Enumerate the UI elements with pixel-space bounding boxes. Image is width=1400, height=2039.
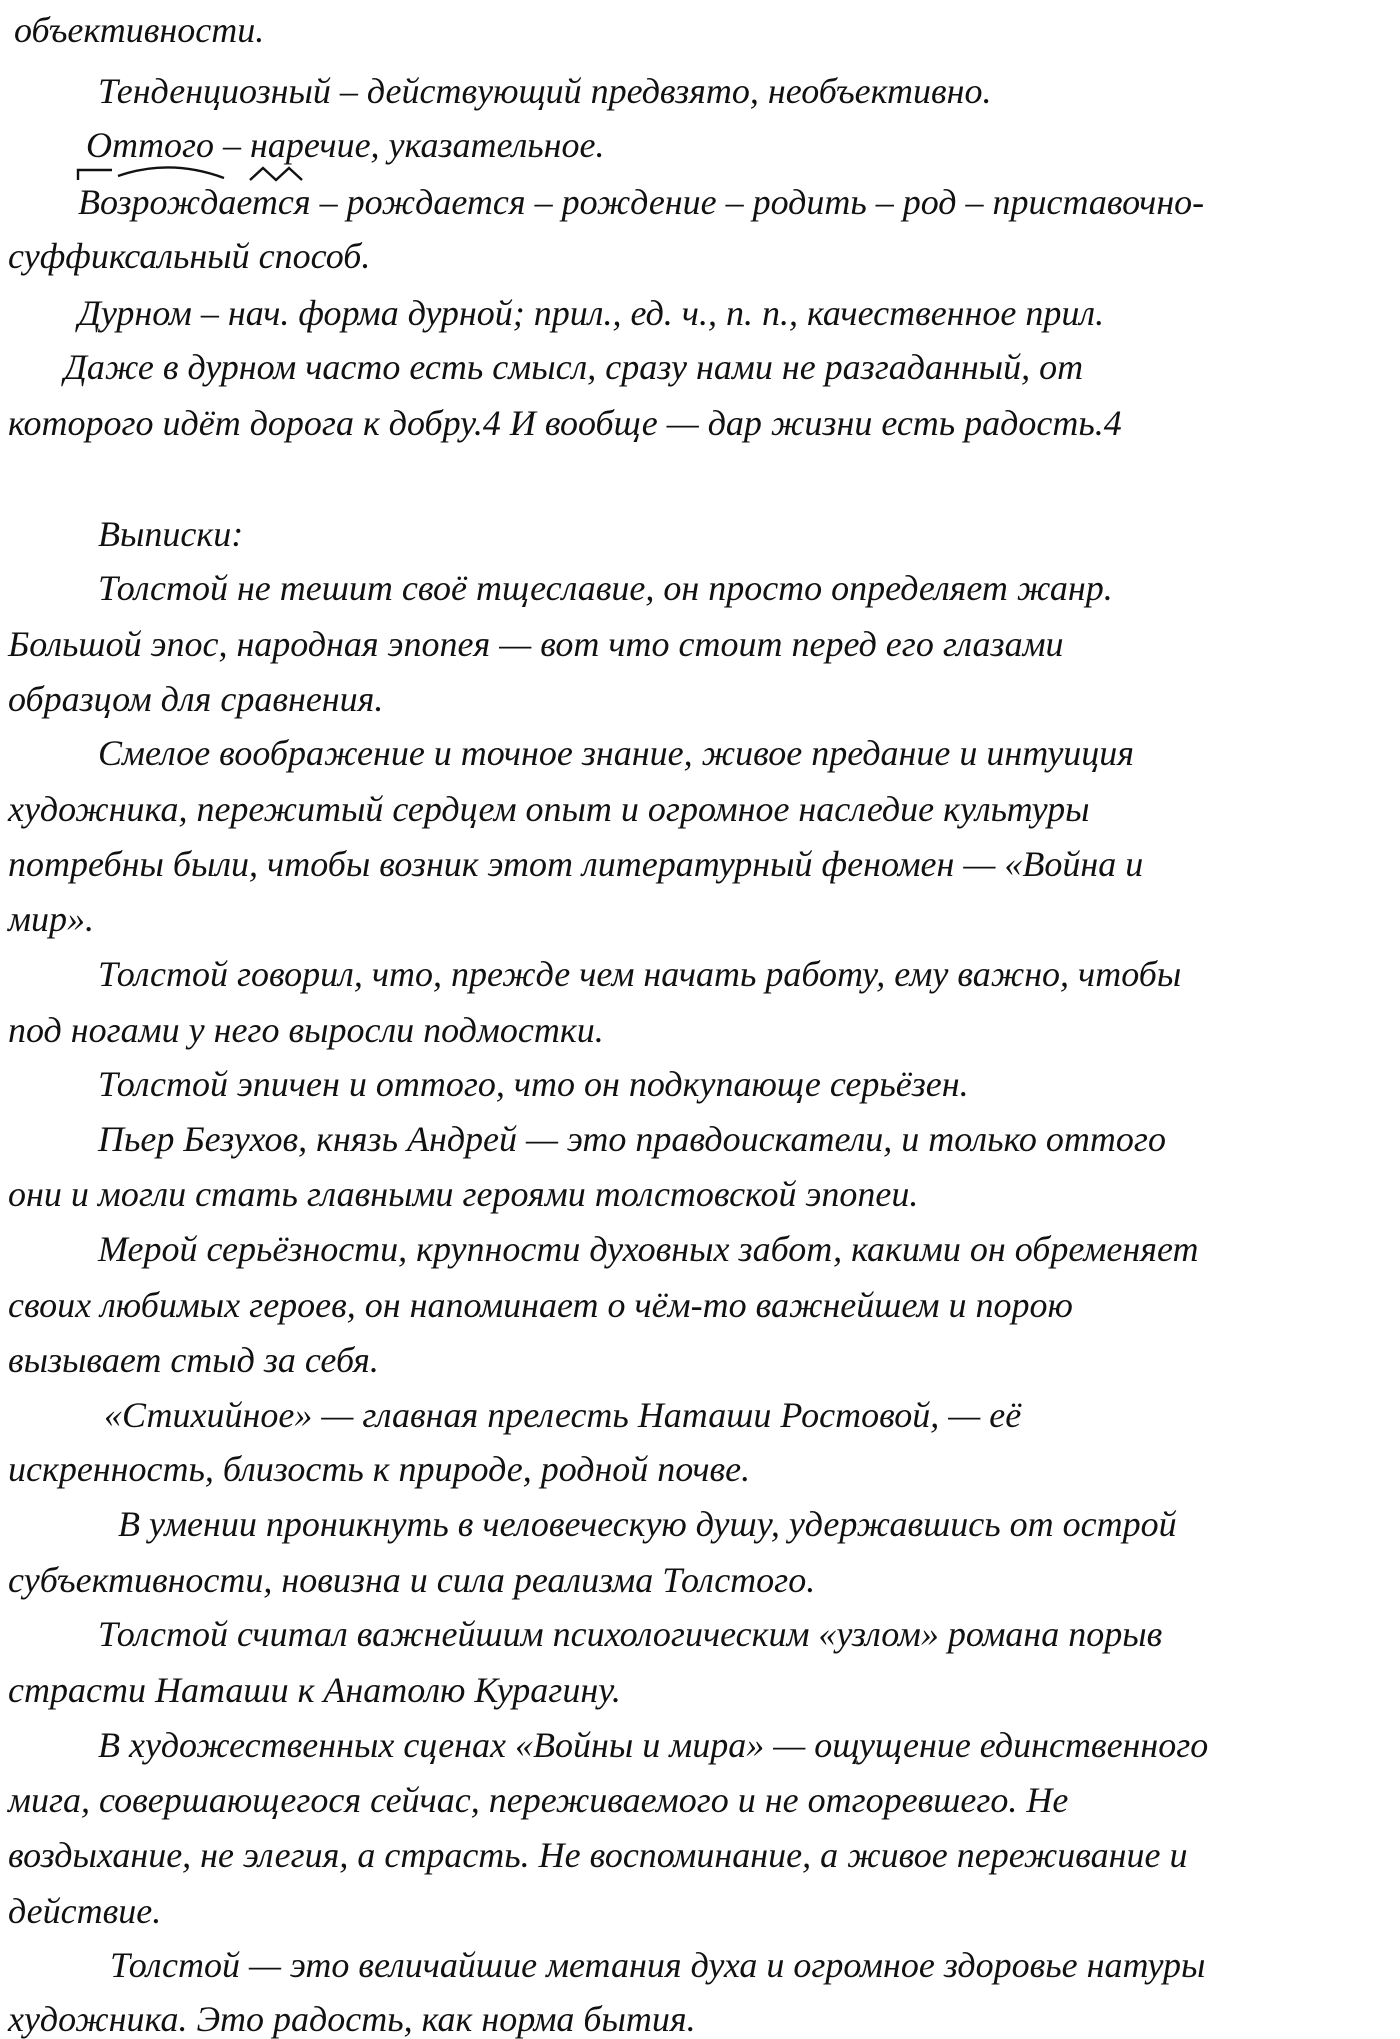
prefix-mark	[78, 170, 112, 180]
root-arc	[118, 167, 224, 178]
text-line: объективности.	[14, 10, 265, 50]
text-line: Даже в дурном часто есть смысл, сразу нами не разгаданный, от	[64, 347, 1084, 387]
text-line: В художественных сценах «Войны и мира» — ощущение единственного	[98, 1725, 1209, 1765]
text-line: мига, совершающегося сейчас, переживаемого и не отгоревшего. Не	[8, 1780, 1069, 1820]
text-line: Тенденциозный – действующий предвзято, необъективно.	[98, 71, 992, 111]
text-line: художника, пережитый сердцем опыт и огромное наследие культуры	[8, 789, 1090, 829]
text-line: которого идёт дорога к добру.4 И вообще — дар жизни есть радость.4	[8, 403, 1122, 443]
text-line: страсти Наташи к Анатолю Курагину.	[8, 1670, 621, 1710]
text-line: потребны были, чтобы возник этот литературный феномен — «Война и	[8, 844, 1144, 884]
text-line: Дурном – нач. форма дурной; прил., ед. ч., п. п., качественное прил.	[78, 293, 1105, 333]
text-line: под ногами у него выросли подмостки.	[8, 1010, 604, 1050]
section-heading: Выписки:	[98, 514, 244, 554]
text-line: воздыхание, не элегия, а страсть. Не воспоминание, а живое переживание и	[8, 1835, 1188, 1875]
text-line: «Стихийное» — главная прелесть Наташи Ростовой, — её	[104, 1395, 1022, 1435]
text-line: Оттого – наречие, указательное.	[86, 125, 605, 165]
text-line: образцом для сравнения.	[8, 679, 384, 719]
text-line: Смелое воображение и точное знание, живое предание и интуиция	[98, 733, 1135, 773]
text-line: своих любимых героев, он напоминает о чём-то важнейшем и порою	[8, 1285, 1073, 1325]
text-line: Толстой — это величайшие метания духа и огромное здоровье натуры	[110, 1945, 1206, 1985]
text-line: Толстой говорил, что, прежде чем начать работу, ему важно, чтобы	[98, 954, 1182, 994]
text-line: В умении проникнуть в человеческую душу, удержавшись от острой	[118, 1504, 1177, 1544]
text-line: художника. Это радость, как норма бытия.	[8, 1999, 696, 2039]
text-line: мир».	[8, 899, 94, 939]
text-line: действие.	[8, 1891, 162, 1931]
suffix-mark	[250, 168, 302, 180]
text-line: искренность, близость к природе, родной почве.	[8, 1449, 751, 1489]
text-line: Толстой эпичен и оттого, что он подкупающе серьёзен.	[98, 1064, 969, 1104]
text-line: Возрождается – рождается – рождение – родить – род – приставочно-	[78, 182, 1205, 222]
text-line: Пьер Безухов, князь Андрей — это правдоискатели, и только оттого	[98, 1119, 1166, 1159]
text-line: вызывает стыд за себя.	[8, 1340, 379, 1380]
text-line: суффиксальный способ.	[8, 236, 371, 276]
text-line: Толстой считал важнейшим психологическим «узлом» романа порыв	[98, 1614, 1163, 1654]
text-line: Большой эпос, народная эпопея — вот что стоит перед его глазами	[8, 624, 1064, 664]
text-line: Мерой серьёзности, крупности духовных забот, какими он обременяет	[98, 1229, 1199, 1269]
text-line: Толстой не тешит своё тщеславие, он просто определяет жанр.	[98, 568, 1113, 608]
text-line: они и могли стать главными героями толстовской эпопеи.	[8, 1174, 919, 1214]
text-line: субъективности, новизна и сила реализма Толстого.	[8, 1560, 816, 1600]
